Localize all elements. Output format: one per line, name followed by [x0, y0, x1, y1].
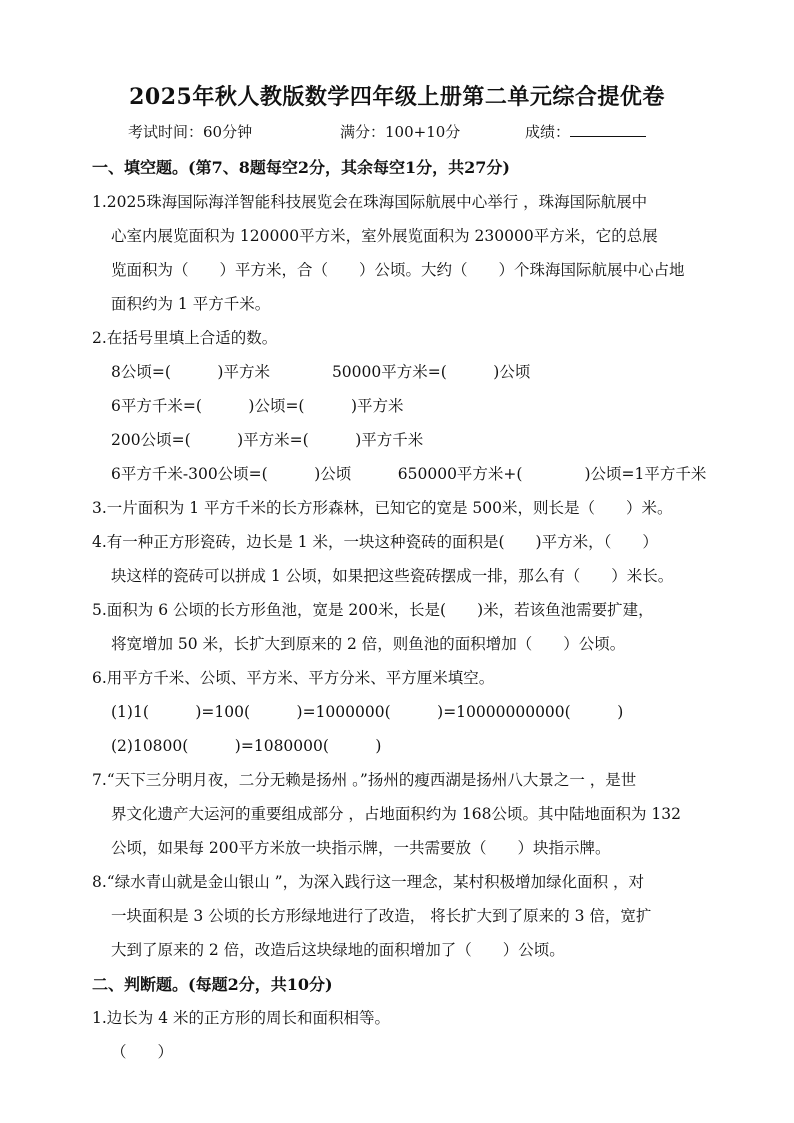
q2-line: 2.在括号里填上合适的数。 [92, 329, 278, 347]
q1-line: 览面积为（ ）平方米，合（ ）公顷。大约（ ）个珠海国际航展中心占地 [111, 261, 685, 279]
q2-line: 8公顷=( )平方米 50000平方米=( )公顷 [111, 363, 531, 381]
q1-line: 1.2025珠海国际海洋智能科技展览会在珠海国际航展中心举行 ，珠海国际航展中 [92, 193, 648, 211]
q4-line: 块这样的瓷砖可以拼成 1 公顷，如果把这些瓷砖摆成一排，那么有（ ）米长。 [111, 567, 674, 585]
full-score: 满分：100+10分 [340, 123, 461, 141]
q2-line: 200公顷=( )平方米=( )平方千米 [111, 431, 424, 449]
judge-q1-answer[interactable]: （ ） [111, 1043, 174, 1061]
page-title: 2025年秋人教版数学四年级上册第二单元综合提优卷 [129, 84, 665, 110]
q7-line: 7.“天下三分明月夜，二分无赖是扬州 。”扬州的瘦西湖是扬州八大景之一 ，是世 [92, 771, 637, 789]
section-2-heading: 二、判断题。(每题2分，共10分) [92, 975, 333, 994]
score-field [525, 121, 646, 142]
q6-line: (1)1( )=100( )=1000000( )=10000000000( ) [111, 703, 624, 721]
score-blank[interactable] [570, 122, 646, 137]
q1-line: 心室内展览面积为 120000平方米，室外展览面积为 230000平方米，它的总展 [111, 227, 658, 245]
score-label: 成绩： [525, 123, 571, 141]
q7-line: 公顷，如果每 200平方米放一块指示牌，一共需要放（ ）块指示牌。 [111, 839, 611, 857]
q5-line: 5.面积为 6 公顷的长方形鱼池，宽是 200米，长是( )米，若该鱼池需要扩建， [92, 601, 654, 619]
q2-line: 6平方千米=( )公顷=( )平方米 [111, 397, 404, 415]
exam-time: 考试时间：60分钟 [128, 123, 253, 141]
judge-q1-line: 1.边长为 4 米的正方形的周长和面积相等。 [92, 1009, 391, 1027]
q6-line: (2)10800( )=1080000( ) [111, 737, 382, 755]
section-1-heading: 一、填空题。(第7、8题每空2分，其余每空1分，共27分) [92, 158, 510, 177]
q1-line: 面积约为 1 平方千米。 [111, 295, 271, 313]
q3-line: 3.一片面积为 1 平方千米的长方形森林，已知它的宽是 500米，则长是（ ）米。 [92, 499, 673, 517]
q6-line: 6.用平方千米、公顷、平方米、平方分米、平方厘米填空。 [92, 669, 495, 687]
q8-line: 一块面积是 3 公顷的长方形绿地进行了改造， 将长扩大到了原来的 3 倍，宽扩 [111, 907, 652, 925]
q4-line: 4.有一种正方形瓷砖，边长是 1 米，一块这种瓷砖的面积是( )平方米，（ ） [92, 533, 658, 551]
q7-line: 界文化遗产大运河的重要组成部分 ，占地面积约为 168公顷。其中陆地面积为 132 [111, 805, 681, 823]
q8-line: 大到了原来的 2 倍，改造后这块绿地的面积增加了（ ）公顷。 [111, 941, 565, 959]
q2-line: 6平方千米-300公顷=( )公顷 650000平方米+( )公顷=1平方千米 [111, 465, 707, 483]
q5-line: 将宽增加 50 米，长扩大到原来的 2 倍，则鱼池的面积增加（ ）公顷。 [111, 635, 626, 653]
q8-line: 8.“绿水青山就是金山银山 ”，为深入践行这一理念，某村积极增加绿化面积 ，对 [92, 873, 644, 891]
